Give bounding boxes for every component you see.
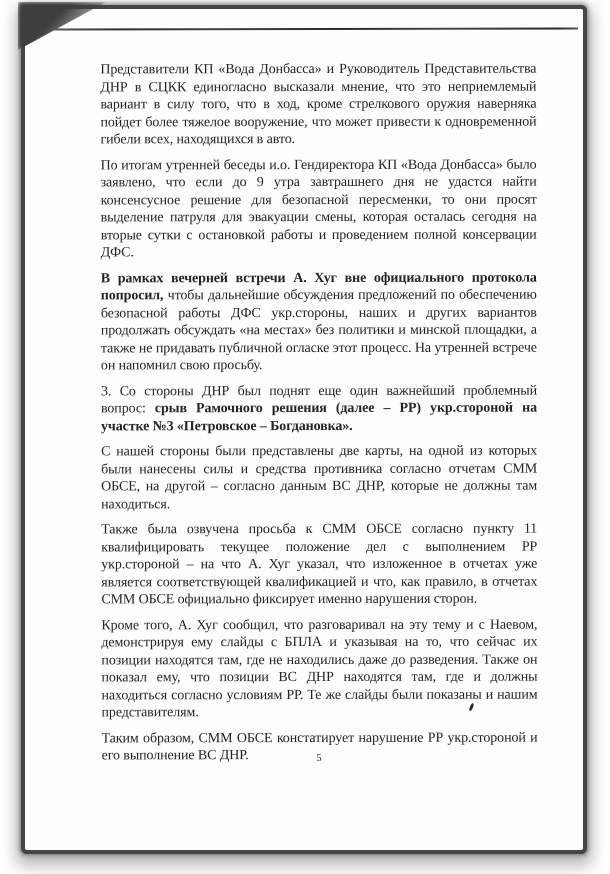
paragraph bbox=[101, 269, 537, 375]
scan-artifact-line bbox=[53, 27, 578, 30]
scan-corner-shadow bbox=[18, 2, 106, 50]
paragraph-segment: Кроме того, А. Хуг сообщил, что разговаривал на эту тему и с Наевом, демонстрируя ему слайды с БПЛА и указывая на то, что сейчас их позиции находятся там, где не находились даже до разведения. Также он показал ему, что позиции ВС ДНР находятся там, где и должны находиться согласно условиям РР. Те же слайды были показаны и нашим представителям. bbox=[101, 617, 538, 721]
paragraph-bold-segment: В рамках вечерней встречи А. Хуг вне официального протокола попросил, bbox=[100, 270, 537, 304]
paragraph-segment: чтобы дальнейшие обсуждения предложений по обеспечению безопасной работы ДФС укр.стороны, наших и других вариантов продолжать обсуждать «на местах» без политики и минской площадки, а также не придавать публичной огласке этот процесс. На утренней встрече он напомнил свою просьбу. bbox=[100, 287, 537, 374]
scanned-page bbox=[25, 9, 583, 850]
paragraph-segment: Таким образом, СММ ОБСЕ констатирует нарушение РР укр.стороной и его выполнение ВС ДНР. bbox=[101, 730, 538, 764]
paragraph bbox=[101, 521, 537, 609]
page-number: 5 bbox=[316, 753, 322, 764]
paragraph-segment: Также была озвучена просьба к СММ ОБСЕ согласно пункту 11 квалифицировать текущее положение дел с выполнением РР укр.стороной – на что А. Хуг указал, что изложенное в отчетах уже является соответствующей квалификацией и что, как правило, в отчетах СММ ОБСЕ официально фиксирует именно нарушения сторон. bbox=[101, 521, 538, 608]
paragraph-segment: Представители КП «Вода Донбасса» и Руководитель Представительства ДНР в СЦКК единогласно высказали мнение, что это неприемлемый вариант в силу того, что в ход, кроме стрелкового оружия наверняка пойдет более тяжелое вооружение, что может привести к одновременной гибели всех, находящихся в авто. bbox=[100, 61, 537, 148]
paragraph-segment: 3. Со стороны ДНР был поднят еще один важнейший проблемный вопрос: bbox=[100, 383, 537, 417]
paragraph bbox=[101, 443, 537, 514]
paragraph bbox=[101, 382, 537, 435]
document-body bbox=[100, 61, 537, 773]
paragraph-segment: С нашей стороны были представлены две карты, на одной из которых были нанесены силы и средства противника согласно отчетам СММ ОБСЕ, на другой – согласно данным ВС ДНР, которые не должны там находиться. bbox=[101, 443, 538, 512]
paragraph bbox=[100, 61, 536, 149]
paragraph-segment: По итогам утренней беседы и.о. Гендиректора КП «Вода Донбасса» было заявлено, что если до 9 утра завтрашнего дня не удастся найти консенсусное решение для безопасной пересменки, то они просят выделение патруля для эвакуации смены, которая осталась сегодня на вторые сутки с остановкой работы и проведением полной консервации ДФС. bbox=[100, 157, 537, 261]
paragraph-bold-segment: срыв Рамочного решения (далее – РР) укр.стороной на участке №3 «Петровское – Богдановка». bbox=[101, 400, 537, 434]
paragraph bbox=[101, 156, 537, 262]
